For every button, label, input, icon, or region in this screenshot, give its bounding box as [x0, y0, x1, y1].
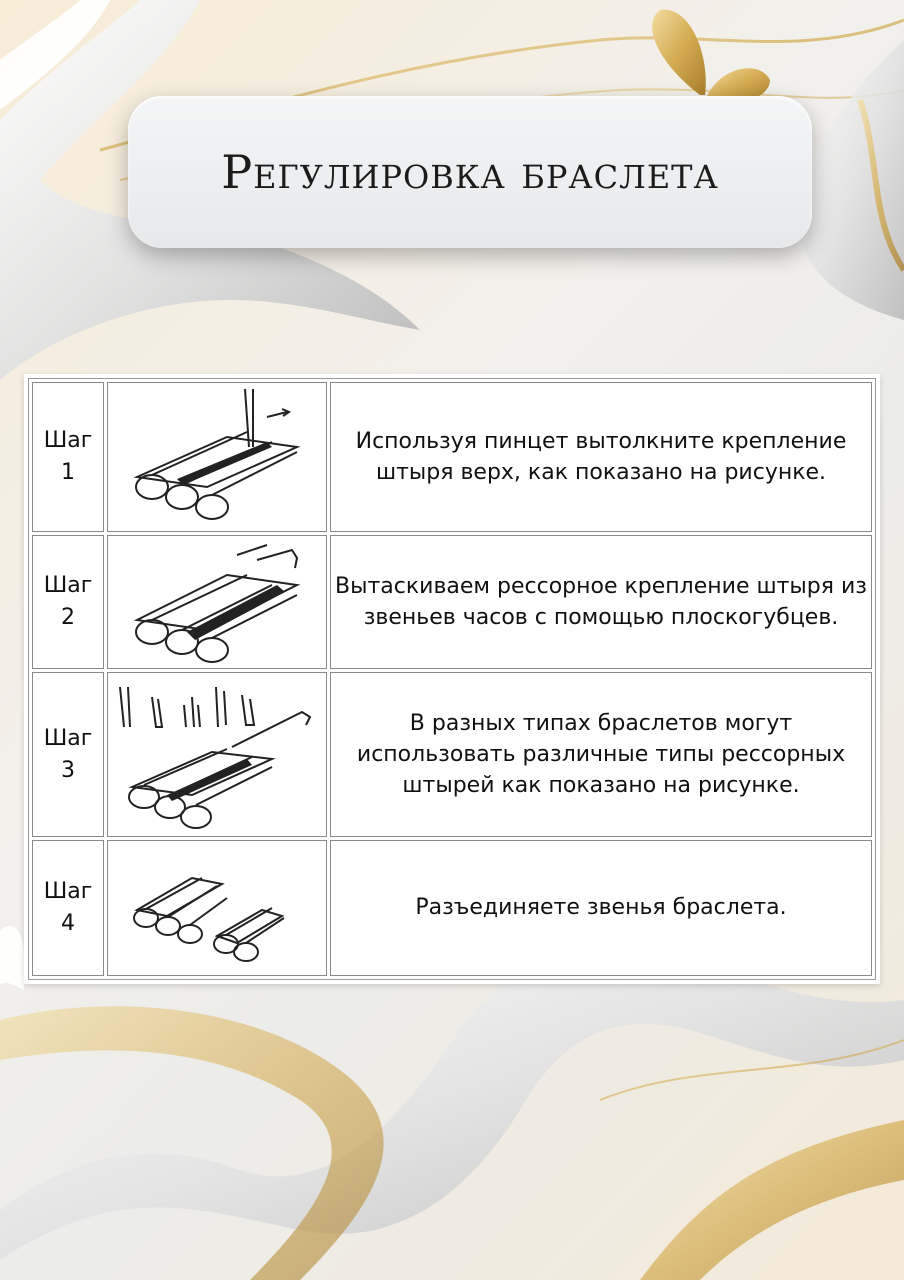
step-label: Шаг	[43, 878, 93, 904]
gold-ribbon-bottom-right	[640, 1120, 904, 1280]
instructions-table	[28, 378, 876, 980]
step-label: Шаг	[43, 573, 93, 599]
pull-spring-bar-with-pliers-illustration	[117, 540, 317, 664]
table-row	[32, 382, 872, 532]
step-description: Разъединяете звенья браслета.	[330, 840, 872, 976]
step-description: Вытаскиваем рессорное крепление штыря из звеньев часов с помощью плоскогубцев.	[330, 535, 872, 669]
separated-links-illustration	[122, 848, 312, 968]
gold-ribbon-bottom	[0, 1006, 384, 1280]
butterfly-icon	[650, 10, 770, 110]
step-label: Шаг	[43, 725, 93, 751]
step-number: 2	[61, 605, 75, 631]
title-panel	[128, 96, 812, 248]
remove-pin-with-tweezers-illustration	[117, 387, 317, 527]
instructions-table-card	[24, 374, 880, 984]
step-label: Шаг	[43, 428, 93, 454]
page-title: Регулировка браслета	[221, 145, 719, 199]
silk-ribbon-mid-left	[0, 926, 24, 990]
step-cell	[32, 382, 104, 532]
step-cell	[32, 840, 104, 976]
step-number: 1	[61, 460, 75, 486]
step-image-cell	[107, 672, 327, 837]
spring-bar-types-illustration	[112, 677, 322, 833]
step-cell	[32, 672, 104, 837]
step-image-cell	[107, 840, 327, 976]
step-image-cell	[107, 382, 327, 532]
step-description: Используя пинцет вытолкните крепление штыря верх, как показано на рисунке.	[330, 382, 872, 532]
step-cell	[32, 535, 104, 669]
step-number: 3	[61, 757, 75, 783]
table-row	[32, 840, 872, 976]
table-row	[32, 672, 872, 837]
step-description: В разных типах браслетов могут использовать различные типы рессорных штырей как показано на рисунке.	[330, 672, 872, 837]
step-number: 4	[61, 910, 75, 936]
step-image-cell	[107, 535, 327, 669]
silk-ribbon-right	[798, 40, 904, 320]
table-row	[32, 535, 872, 669]
